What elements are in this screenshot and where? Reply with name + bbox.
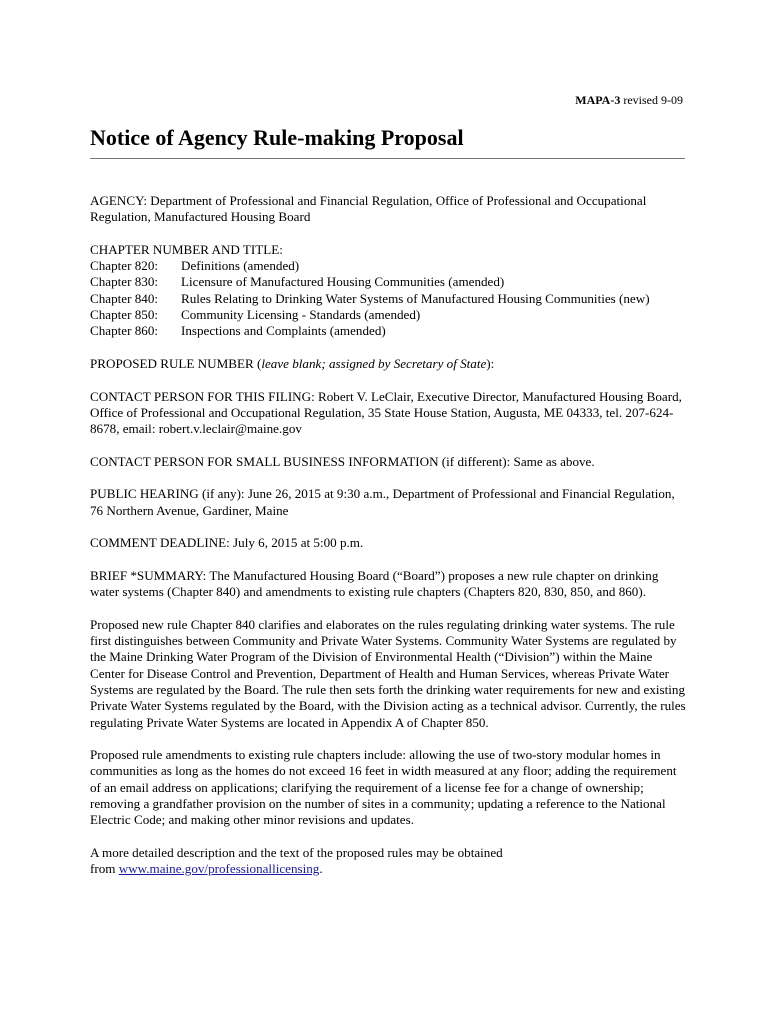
form-code: MAPA-3	[575, 93, 621, 107]
chapter-number: Chapter 840:	[90, 290, 159, 306]
closing-line-2-suffix: .	[319, 861, 323, 877]
amendments-paragraph: Proposed rule amendments to existing rule chapters include: allowing the use of two-story modular homes in communities as long as the homes do not exceed 16 feet in width measured at any floor; adding the requirement of an email address on applications; clarifying the requirement of a license fee for a change of ownership; removing a grandfather provision on the number of sites in a community; updating a reference to the National Electric Code; and making other minor revisions and updates.	[90, 747, 677, 828]
chapter-title: Definitions (amended)	[181, 258, 300, 274]
proposed-rule-suffix: ):	[486, 355, 495, 371]
closing-paragraph	[90, 845, 690, 878]
chapter-number: Chapter 820:	[90, 258, 159, 274]
chapter-840-paragraph: Proposed new rule Chapter 840 clarifies and elaborates on the rules regulating drinking water systems. The rule first distinguishes between Community and Private Water Systems. Community Water Systems are regulated by the Maine Drinking Water Program of the Division of Environmental Health (“Division”) within the Maine Center for Disease Control and Prevention, Department of Health and Human Services, whereas Private Water Systems are regulated by the Board. The rule then sets forth the drinking water requirements for new and existing Private Water Systems regulated by the Board, with the Division acting as a technical advisor. Currently, the rules regulating Private Water Systems are located in Appendix A of Chapter 850.	[90, 616, 686, 730]
chapter-title: Community Licensing - Standards (amended)	[181, 307, 421, 323]
public-hearing-paragraph: PUBLIC HEARING (if any): June 26, 2015 at 9:30 a.m., Department of Professional and Financial Regulation, 76 Northern Avenue, Gardiner, Maine	[90, 486, 675, 518]
proposed-rule-label: PROPOSED RULE NUMBER (	[90, 355, 262, 371]
chapter-row	[90, 323, 690, 339]
form-revision: revised 9-09	[620, 93, 683, 107]
chapter-row	[90, 307, 690, 323]
agency-paragraph: AGENCY: Department of Professional and Financial Regulation, Office of Professional and Occupational Regulation, Manufactured Housing Board	[90, 193, 647, 225]
title-divider	[90, 158, 685, 159]
chapter-row	[90, 258, 690, 274]
chapter-title: Inspections and Complaints (amended)	[181, 323, 386, 339]
chapter-list	[90, 242, 690, 340]
closing-line-1: A more detailed description and the text of the proposed rules may be obtained	[90, 844, 503, 860]
chapter-number: Chapter 850:	[90, 307, 159, 323]
page-title: Notice of Agency Rule-making Proposal	[90, 125, 464, 150]
closing-line-2-prefix: from	[90, 861, 119, 877]
notice-body	[90, 193, 690, 894]
small-business-contact-paragraph: CONTACT PERSON FOR SMALL BUSINESS INFORMATION (if different): Same as above.	[90, 453, 595, 469]
chapter-list-heading: CHAPTER NUMBER AND TITLE:	[90, 241, 283, 257]
chapter-row	[90, 291, 690, 307]
chapter-row	[90, 274, 690, 290]
proposed-rule-number	[90, 356, 690, 372]
brief-summary-paragraph: BRIEF *SUMMARY: The Manufactured Housing Board (“Board”) proposes a new rule chapter on drinking water systems (Chapter 840) and amendments to existing rule chapters (Chapters 820, 830, 850, and 860).	[90, 567, 659, 600]
chapter-number: Chapter 830:	[90, 274, 159, 290]
chapter-title: Rules Relating to Drinking Water Systems of Manufactured Housing Communities (new)	[181, 290, 650, 306]
contact-person-paragraph: CONTACT PERSON FOR THIS FILING: Robert V. LeClair, Executive Director, Manufactured Housing Board, Office of Professional and Occupational Regulation, 35 State House Station, Augusta, ME 04333, tel. 207-624-8678, email: robert.v.leclair@maine.gov	[90, 388, 682, 437]
professional-licensing-link[interactable]: www.maine.gov/professionallicensing	[118, 861, 320, 877]
chapter-title: Licensure of Manufactured Housing Communities (amended)	[181, 274, 505, 290]
proposed-rule-note: leave blank; assigned by Secretary of State	[261, 355, 487, 371]
comment-deadline-paragraph: COMMENT DEADLINE: July 6, 2015 at 5:00 p.m.	[90, 535, 364, 551]
chapter-number: Chapter 860:	[90, 323, 159, 339]
form-identifier	[575, 93, 683, 107]
